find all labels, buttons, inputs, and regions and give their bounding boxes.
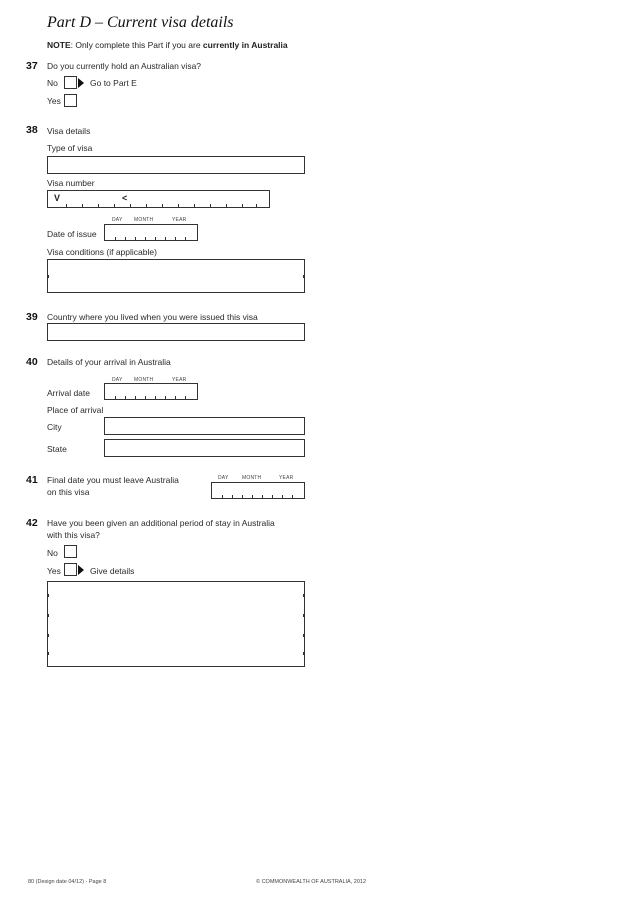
type-of-visa-input[interactable] bbox=[47, 156, 305, 174]
question-38-text: Visa details bbox=[47, 126, 91, 136]
q41-year-label: YEAR bbox=[279, 475, 294, 481]
note-text: : Only complete this Part if you are bbox=[70, 40, 203, 50]
date-of-issue-label: Date of issue bbox=[47, 229, 97, 239]
arrival-date-input[interactable] bbox=[104, 383, 198, 400]
note-bold: currently in Australia bbox=[202, 40, 288, 50]
q38-day-label: DAY bbox=[112, 217, 123, 223]
footer-left: 80 (Design date 04/12) - Page 8 bbox=[28, 879, 107, 885]
visa-conditions-input[interactable] bbox=[47, 259, 305, 293]
q37-no-label: No bbox=[47, 78, 58, 88]
part-title: Part D – Current visa details bbox=[47, 14, 234, 31]
q42-give-details: Give details bbox=[90, 566, 135, 576]
part-note bbox=[47, 40, 288, 50]
question-37-text: Do you currently hold an Australian visa? bbox=[47, 61, 202, 71]
q37-go-to: Go to Part E bbox=[90, 78, 137, 88]
question-number-40: 40 bbox=[26, 356, 38, 368]
q40-month-label: MONTH bbox=[134, 377, 154, 383]
state-input[interactable] bbox=[104, 439, 305, 457]
question-number-41: 41 bbox=[26, 474, 38, 486]
q42-yes-checkbox[interactable] bbox=[64, 563, 77, 576]
additional-stay-details-input[interactable] bbox=[47, 581, 305, 667]
question-42-line2: with this visa? bbox=[47, 530, 100, 540]
arrival-date-label: Arrival date bbox=[47, 388, 90, 398]
q38-month-label: MONTH bbox=[134, 217, 154, 223]
q41-month-label: MONTH bbox=[242, 475, 262, 481]
date-of-issue-input[interactable] bbox=[104, 224, 198, 241]
question-41-line1: Final date you must leave Australia bbox=[47, 475, 179, 485]
question-42-line1: Have you been given an additional period of stay in Australia bbox=[47, 518, 275, 528]
visa-number-input[interactable] bbox=[47, 190, 270, 208]
q40-day-label: DAY bbox=[112, 377, 123, 383]
question-39-text: Country where you lived when you were issued this visa bbox=[47, 312, 258, 322]
place-of-arrival-label: Place of arrival bbox=[47, 405, 104, 415]
q42-yes-label: Yes bbox=[47, 566, 61, 576]
question-number-37: 37 bbox=[26, 60, 38, 72]
state-label: State bbox=[47, 444, 67, 454]
question-40-text: Details of your arrival in Australia bbox=[47, 357, 171, 367]
note-prefix: NOTE bbox=[47, 40, 71, 50]
q40-year-label: YEAR bbox=[172, 377, 187, 383]
city-label: City bbox=[47, 422, 62, 432]
question-number-38: 38 bbox=[26, 124, 38, 136]
arrow-right-icon bbox=[78, 78, 84, 88]
q42-no-checkbox[interactable] bbox=[64, 545, 77, 558]
arrow-right-icon bbox=[78, 565, 84, 575]
type-of-visa-label: Type of visa bbox=[47, 143, 93, 153]
city-input[interactable] bbox=[104, 417, 305, 435]
footer-right: © COMMONWEALTH OF AUSTRALIA, 2012 bbox=[256, 879, 366, 885]
visa-prefix: V bbox=[54, 193, 61, 203]
country-lived-input[interactable] bbox=[47, 323, 305, 341]
visa-number-label: Visa number bbox=[47, 178, 95, 188]
q38-year-label: YEAR bbox=[172, 217, 187, 223]
q37-no-checkbox[interactable] bbox=[64, 76, 77, 89]
q42-no-label: No bbox=[47, 548, 58, 558]
question-41-line2: on this visa bbox=[47, 487, 90, 497]
final-date-input[interactable] bbox=[211, 482, 305, 499]
visa-chevron: < bbox=[122, 193, 128, 203]
q41-day-label: DAY bbox=[218, 475, 229, 481]
q37-yes-checkbox[interactable] bbox=[64, 94, 77, 107]
q37-yes-label: Yes bbox=[47, 96, 61, 106]
visa-conditions-label: Visa conditions (if applicable) bbox=[47, 247, 157, 257]
question-number-39: 39 bbox=[26, 311, 38, 323]
question-number-42: 42 bbox=[26, 517, 38, 529]
